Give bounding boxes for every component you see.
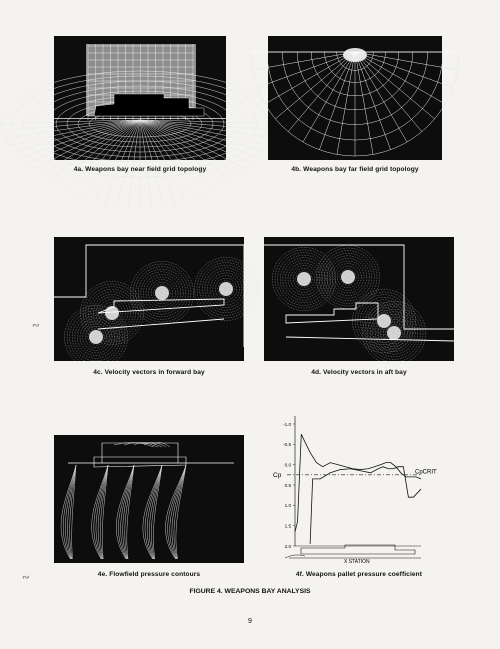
margin-smudge-mark: ∾ [32, 320, 40, 330]
panel-4e-pressure-contours [54, 435, 244, 563]
y-tick-label: 0.5 [284, 482, 291, 488]
figure-title: FIGURE 4. WEAPONS BAY ANALYSIS [189, 588, 311, 595]
caption-4f: 4f. Weapons pallet pressure coefficient [295, 571, 423, 578]
panel-4a-near-field-grid [54, 36, 226, 160]
forward-bay-vector-image [54, 237, 244, 361]
panel-4c-forward-bay-vectors [54, 237, 244, 361]
margin-smudge-mark: ∾ [22, 572, 30, 582]
panel-4f-pressure-coefficient-chart [255, 406, 437, 566]
cp-critical-label: CpCRIT [415, 469, 437, 476]
x-axis-label: X STATION [344, 559, 370, 565]
y-tick-label: -0.5 [283, 442, 291, 448]
pressure-coefficient-chart [255, 406, 437, 566]
page-number: 9 [248, 618, 252, 625]
caption-4e: 4e. Flowfield pressure contours [97, 571, 201, 578]
caption-4a: 4a. Weapons bay near field grid topology [73, 166, 207, 173]
caption-4c: 4c. Velocity vectors in forward bay [93, 369, 205, 376]
panel-4d-aft-bay-vectors [264, 237, 454, 361]
near-field-grid-image [54, 36, 226, 160]
y-tick-label: 1.0 [284, 503, 291, 509]
far-field-grid-image [268, 36, 442, 160]
y-tick-label: 2.0 [284, 543, 291, 549]
weapons-pallet-sketch [285, 545, 421, 558]
y-axis-label: Cp [273, 471, 282, 479]
pressure-contour-image [54, 435, 244, 563]
caption-4d: 4d. Velocity vectors in aft bay [311, 369, 407, 376]
caption-4b: 4b. Weapons bay far field grid topology [291, 166, 419, 173]
cp-series-line [295, 434, 421, 532]
y-tick-label: -1.0 [283, 421, 291, 427]
panel-4b-far-field-grid [268, 36, 442, 160]
y-tick-label: 1.5 [284, 523, 291, 529]
y-tick-label: 0.0 [284, 462, 291, 468]
aft-bay-vector-image [264, 237, 454, 361]
cp-series-line [310, 467, 421, 544]
